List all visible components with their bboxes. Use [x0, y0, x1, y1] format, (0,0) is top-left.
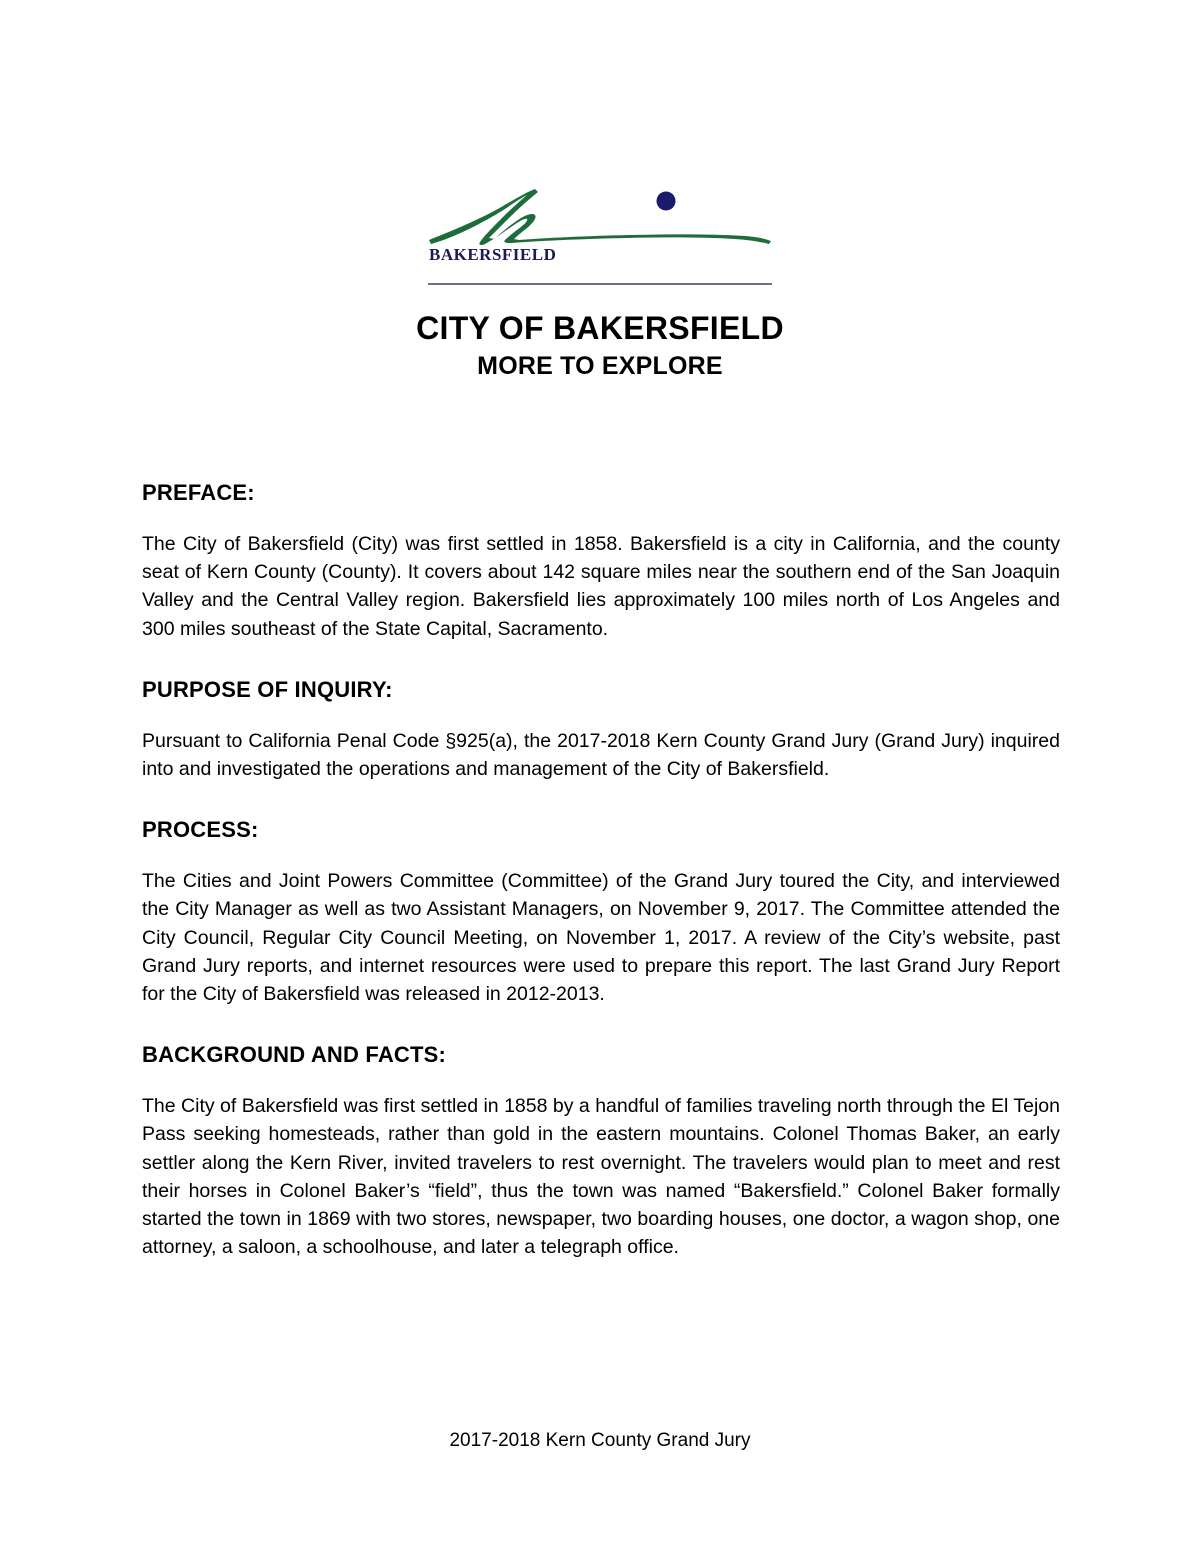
section-body-background-and-facts: The City of Bakersfield was first settled in 1858 by a handful of families traveling north through the El Tejon Pass seeking homesteads, rather than gold in the eastern mountains. Colonel Thomas Baker, an early settler along the Kern River, invited travelers to rest overnight. The travelers would plan to meet and rest their horses in Colonel Baker’s “field”, thus the town was named “Bakersfield.” Colonel Baker formally started the town in 1869 with two stores, newspaper, two boarding houses, one doctor, a wagon shop, one attorney, a saloon, a schoolhouse, and later a telegraph office.: [142, 1095, 1060, 1259]
section-process: [142, 817, 1060, 1008]
bakersfield-logo-mark: [425, 186, 775, 248]
green-mountain-swoosh: [429, 189, 771, 245]
sun-dot: [657, 192, 676, 211]
document-body: [142, 480, 1060, 1261]
city-logo: [0, 186, 1200, 285]
section-body-purpose-of-inquiry: Pursuant to California Penal Code §925(a), the 2017-2018 Kern County Grand Jury (Grand Jury) inquired into and investigated the operations and management of the City of Bakersfield.: [142, 729, 1060, 781]
section-body-process: The Cities and Joint Powers Committee (Committee) of the Grand Jury toured the City, and interviewed the City Manager as well as two Assistant Managers, on November 9, 2017. The Committee attended the City Council, Regular City Council Meeting, on November 1, 2017. A review of the City’s website, past Grand Jury reports, and internet resources were used to prepare this report. The last Grand Jury Report for the City of Bakersfield was released in 2012-2013.: [142, 870, 1060, 1006]
section-heading-background-and-facts: BACKGROUND AND FACTS:: [142, 1042, 447, 1068]
section-preface: [142, 480, 1060, 643]
section-heading-preface: PREFACE:: [142, 480, 255, 505]
section-body-preface: The City of Bakersfield (City) was first settled in 1858. Bakersfield is a city in California, and the county seat of Kern County (County). It covers about 142 square miles near the southern end of the San Joaquin Valley and the Central Valley region. Bakersfield lies approximately 100 miles north of Los Angeles and 300 miles southeast of the State Capital, Sacramento.: [142, 533, 1060, 640]
section-purpose-of-inquiry: [142, 677, 1060, 783]
logo-underline-rule: [428, 283, 772, 285]
logo-wordmark: [429, 246, 771, 282]
logo-wordmark-text: BAKERSFIELD: [429, 245, 557, 264]
section-heading-purpose-of-inquiry: PURPOSE OF INQUIRY:: [142, 676, 393, 702]
section-background-and-facts: [142, 1042, 1060, 1261]
page-footer: 2017-2018 Kern County Grand Jury: [449, 1430, 751, 1451]
section-heading-process: PROCESS:: [142, 817, 259, 843]
page-subtitle: MORE TO EXPLORE: [477, 352, 723, 380]
page-title: CITY OF BAKERSFIELD: [416, 310, 784, 346]
